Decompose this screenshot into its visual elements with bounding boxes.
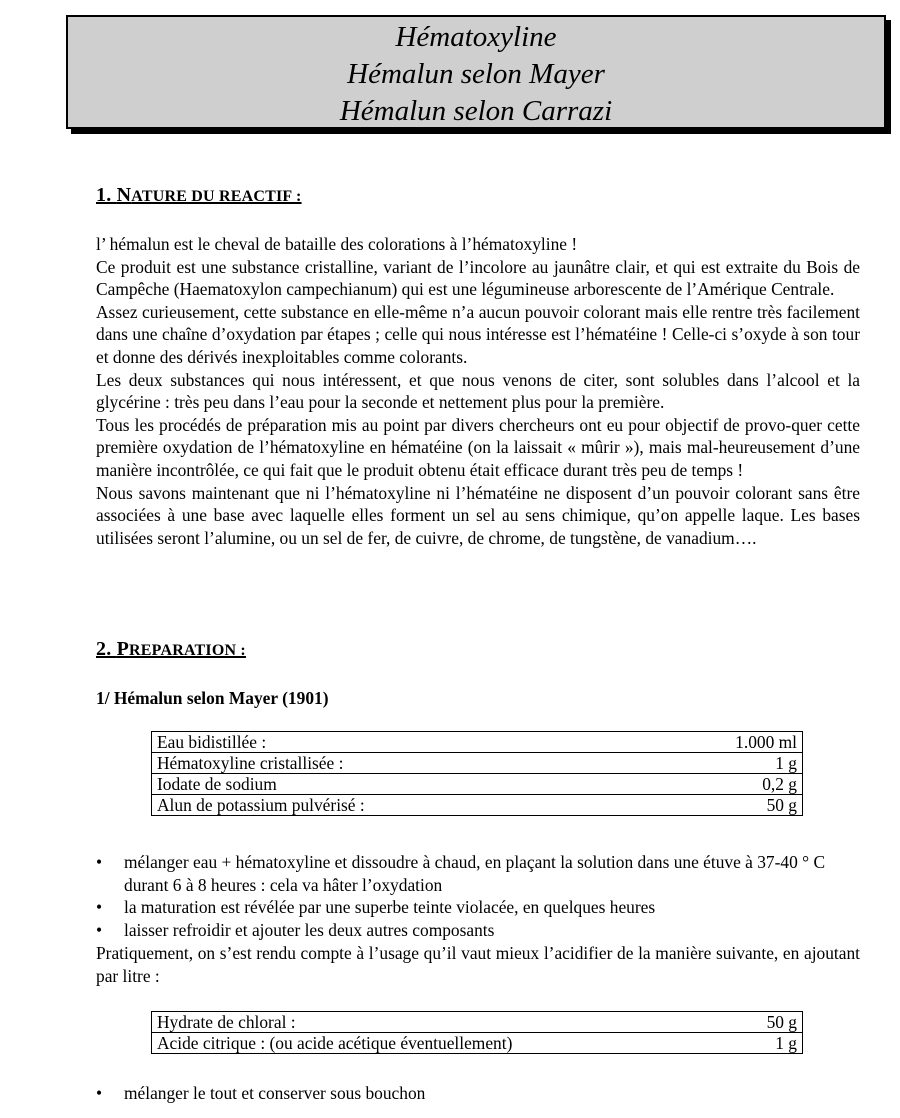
- ingredient-quantity: 50 g: [640, 795, 802, 816]
- ingredient-quantity: 0,2 g: [640, 774, 802, 795]
- list-item-text: mélanger eau + hématoxyline et dissoudre à chaud, en plaçant la solution dans une étuve à 37-40 ° C durant 6 à 8 heures : cela va hâter l’oxydation: [124, 852, 826, 895]
- paragraph: Les deux substances qui nous intéressent, et que nous venons de citer, sont solubles dans l’alcool et la glycérine : très peu dans l’eau pour la seconde et nettement plus pour la première.: [96, 369, 860, 413]
- paragraph: Ce produit est une substance cristalline, variant de l’incolore au jaunâtre clair, et qui est extraite du Bois de Campêche (Haematoxylon campechianum) qui est une légumineuse arborescente de l’Amérique Centrale.: [96, 256, 860, 300]
- table-row: [152, 774, 803, 795]
- instruction-list-2: [96, 1082, 860, 1105]
- paragraph: Pratiquement, on s’est rendu compte à l’usage qu’il vaut mieux l’acidifier de la manière suivante, en ajoutant par litre :: [96, 943, 860, 986]
- list-item-text: la maturation est révélée par une superbe teinte violacée, en quelques heures: [124, 897, 656, 918]
- paragraph: Nous savons maintenant que ni l’hématoxyline ni l’hématéine ne disposent d’un pouvoir colorant sans être associées à une base avec laquelle elles forment un sel au sens chimique, qu’on appelle laque. Les bases utilisées seront l’alumine, ou un sel de fer, de cuivre, de chrome, de tungstène, de vanadium….: [96, 482, 860, 548]
- section-2-heading: [96, 638, 246, 661]
- ingredient-name: Eau bidistillée :: [152, 732, 641, 753]
- section-2-number: 2.: [96, 638, 117, 660]
- ingredient-quantity: 1 g: [737, 1033, 803, 1054]
- list-item: [96, 896, 860, 919]
- list-item-text: laisser refroidir et ajouter les deux autres composants: [124, 919, 495, 940]
- recipe-table-acidify: [151, 1011, 803, 1054]
- ingredient-name: Iodate de sodium: [152, 774, 641, 795]
- title-line-1: Hématoxyline: [395, 21, 557, 53]
- ingredient-name: Hydrate de chloral :: [152, 1012, 737, 1033]
- bullet-icon: •: [96, 1083, 103, 1103]
- ingredient-quantity: 1 g: [640, 753, 802, 774]
- paragraph: Tous les procédés de préparation mis au point par divers chercheurs ont eu pour objectif de provo-quer cette première oxydation de l’hématoxyline en hématéine (on la laissait « mûrir »), mais mal-heureusement d’une manière incontrôlée, ce qui fait que le produit obtenu était efficace durant très peu de temps !: [96, 414, 860, 480]
- title-line-3: Hémalun selon Carrazi: [339, 95, 613, 127]
- table-row: [152, 732, 803, 753]
- recipe-table-mayer: [151, 731, 803, 816]
- ingredient-name: Hématoxyline cristallisée :: [152, 753, 641, 774]
- list-item-text: mélanger le tout et conserver sous bouchon: [124, 1083, 426, 1103]
- section-1-number: 1.: [96, 184, 117, 206]
- ingredient-quantity: 1.000 ml: [640, 732, 802, 753]
- title-line-2: Hémalun selon Mayer: [347, 58, 605, 90]
- table-row: [152, 795, 803, 816]
- table-row: [152, 1033, 803, 1054]
- section-1-body: [96, 233, 860, 549]
- bullet-icon: •: [96, 919, 103, 940]
- section-1-rest: ATURE DU REACTIF :: [131, 188, 302, 205]
- acidify-note: [96, 942, 860, 987]
- section-1-cap: N: [116, 184, 132, 206]
- list-item: [96, 851, 860, 896]
- section-2-cap: P: [116, 638, 130, 660]
- section-1-heading: [96, 184, 302, 207]
- paragraph: l’ hémalun est le cheval de bataille des colorations à l’hématoxyline !: [96, 234, 578, 254]
- paragraph: Assez curieusement, cette substance en elle-même n’a aucun pouvoir colorant mais elle rentre très facilement dans une chaîne d’oxydation par étapes ; celle qui nous intéresse est l’hématéine ! Celle-ci s’oxyde à son tour et donne des dérivés inexploitables comme colorants.: [96, 301, 860, 367]
- ingredient-quantity: 50 g: [737, 1012, 803, 1033]
- list-item: [96, 919, 860, 942]
- title-box: [66, 15, 886, 129]
- list-item: [96, 1082, 860, 1105]
- ingredient-name: Acide citrique : (ou acide acétique éventuellement): [152, 1033, 737, 1054]
- section-2-rest: REPARATION :: [129, 642, 246, 659]
- instruction-list-1: [96, 851, 860, 941]
- ingredient-name: Alun de potassium pulvérisé :: [152, 795, 641, 816]
- subheading-mayer: 1/ Hémalun selon Mayer (1901): [96, 688, 329, 708]
- bullet-icon: •: [96, 897, 103, 918]
- bullet-icon: •: [96, 852, 103, 872]
- table-row: [152, 753, 803, 774]
- table-row: [152, 1012, 803, 1033]
